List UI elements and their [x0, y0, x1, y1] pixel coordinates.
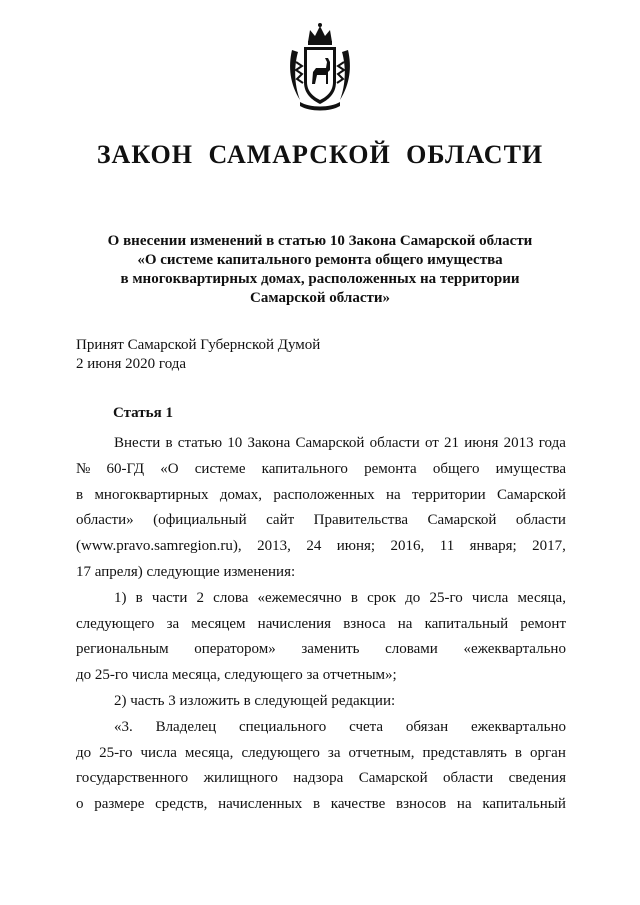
body-line: региональным оператором» заменить словами «ежеквартально — [76, 641, 566, 658]
subtitle-line: О внесении изменений в статью 10 Закона Самарской области — [107, 233, 533, 249]
body-line: в многоквартирных домах, расположенных на территории Самарской — [76, 486, 566, 503]
adoption-line: Принят Самарской Губернской Думой — [76, 337, 321, 353]
body-line: Внести в статью 10 Закона Самарской области от 21 июня 2013 года — [114, 435, 566, 451]
article-heading: Статья 1 — [113, 405, 173, 421]
body-line: (www.pravo.samregion.ru), 2013, 24 июня; 2016, 11 января; 2017, — [76, 538, 566, 555]
body-line: до 25-го числа месяца, следующего за отчетным»; — [76, 667, 397, 684]
body-line: «3. Владелец специального счета обязан ежеквартально — [114, 718, 566, 735]
subtitle-line: Самарской области» — [250, 290, 390, 306]
body-line: 17 апреля) следующие изменения: — [76, 563, 296, 580]
body-line: 2) часть 3 изложить в следующей редакции: — [114, 692, 396, 709]
subtitle-line: в многоквартирных домах, расположенных на территории — [120, 271, 520, 287]
coat-of-arms-emblem — [286, 22, 354, 114]
law-subtitle — [60, 232, 580, 308]
body-line: области» (официальный сайт Правительства Самарской области — [76, 512, 566, 529]
adoption-info — [76, 336, 320, 374]
subtitle-line: «О системе капитального ремонта общего имущества — [137, 252, 503, 268]
body-line: до 25-го числа месяца, следующего за отчетным, представлять в орган — [76, 744, 566, 761]
law-title: ЗАКОН САМАРСКОЙ ОБЛАСТИ — [96, 140, 544, 169]
article-body — [76, 431, 566, 818]
body-line: о размере средств, начисленных в качестве взносов на капитальный — [76, 796, 566, 813]
body-line: № 60-ГД «О системе капитального ремонта общего имущества — [76, 460, 566, 477]
body-line: государственного жилищного надзора Самарской области сведения — [76, 770, 566, 787]
body-line: следующего за месяцем начисления взноса на капитальный ремонт — [76, 615, 566, 632]
adoption-line: 2 июня 2020 года — [76, 356, 187, 372]
body-line: 1) в части 2 слова «ежемесячно в срок до 25-го числа месяца, — [114, 589, 566, 606]
